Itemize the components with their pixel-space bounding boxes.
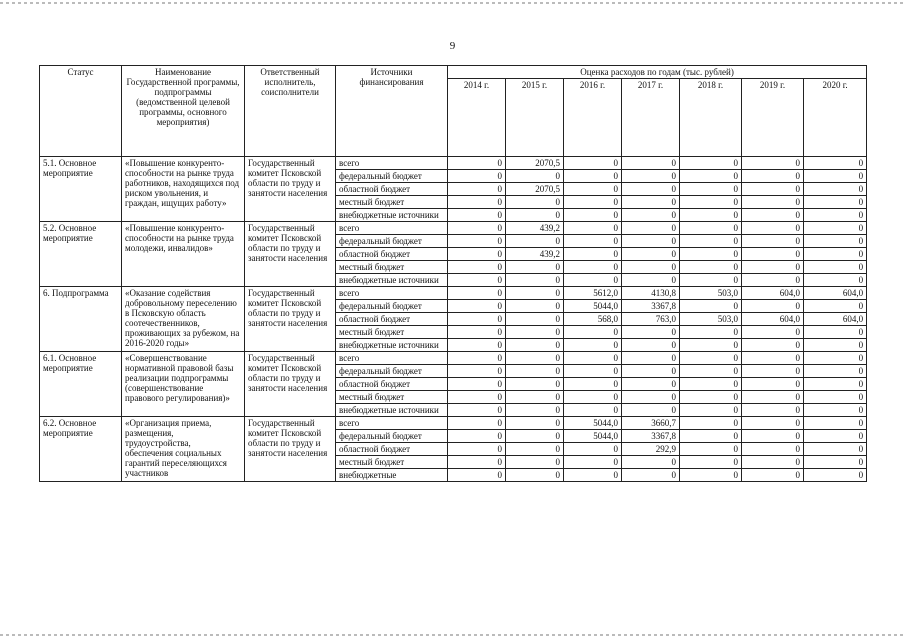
amount-cell: 0: [680, 391, 742, 404]
amount-cell: 0: [564, 404, 622, 417]
amount-cell: 0: [804, 261, 867, 274]
amount-cell: 604,0: [742, 313, 804, 326]
amount-cell: 763,0: [622, 313, 680, 326]
amount-cell: 0: [448, 209, 506, 222]
amount-cell: 0: [742, 391, 804, 404]
amount-cell: 0: [564, 248, 622, 261]
amount-cell: 0: [742, 196, 804, 209]
amount-cell: 0: [680, 261, 742, 274]
amount-cell: 0: [680, 248, 742, 261]
amount-cell: 0: [564, 378, 622, 391]
header-year: 2017 г.: [622, 79, 680, 157]
page-number: 9: [449, 40, 456, 52]
amount-cell: 0: [564, 235, 622, 248]
amount-cell: 0: [564, 261, 622, 274]
amount-cell: 2070,5: [506, 183, 564, 196]
amount-cell: 0: [506, 443, 564, 456]
amount-cell: 0: [622, 339, 680, 352]
amount-cell: 3367,8: [622, 300, 680, 313]
amount-cell: 0: [506, 261, 564, 274]
row-status: 6.1. Основное мероприятие: [40, 352, 122, 417]
amount-cell: 0: [506, 313, 564, 326]
amount-cell: 0: [506, 300, 564, 313]
header-year: 2019 г.: [742, 79, 804, 157]
amount-cell: 0: [680, 417, 742, 430]
amount-cell: 0: [804, 183, 867, 196]
funding-source: местный бюджет: [336, 456, 448, 469]
funding-source: областной бюджет: [336, 443, 448, 456]
amount-cell: 0: [680, 456, 742, 469]
funding-source: федеральный бюджет: [336, 235, 448, 248]
amount-cell: 0: [506, 469, 564, 482]
amount-cell: 0: [564, 352, 622, 365]
funding-source: внебюджетные источники: [336, 404, 448, 417]
amount-cell: 0: [680, 443, 742, 456]
amount-cell: 0: [742, 443, 804, 456]
expenses-table: [39, 65, 867, 482]
amount-cell: 3660,7: [622, 417, 680, 430]
amount-cell: 0: [742, 378, 804, 391]
amount-cell: 0: [564, 456, 622, 469]
amount-cell: 0: [742, 352, 804, 365]
amount-cell: 0: [742, 222, 804, 235]
amount-cell: 0: [680, 352, 742, 365]
row-status: 5.1. Основное мероприятие: [40, 157, 122, 222]
funding-source: местный бюджет: [336, 326, 448, 339]
amount-cell: 0: [622, 157, 680, 170]
amount-cell: 0: [622, 391, 680, 404]
amount-cell: 0: [448, 326, 506, 339]
amount-cell: 0: [564, 469, 622, 482]
amount-cell: 0: [622, 352, 680, 365]
amount-cell: 0: [448, 404, 506, 417]
amount-cell: 0: [622, 456, 680, 469]
row-executor: Государственный комитет Псковской области по труду и занятости населения: [245, 417, 336, 482]
funding-source: внебюджетные источники: [336, 339, 448, 352]
amount-cell: 0: [680, 326, 742, 339]
funding-source: всего: [336, 287, 448, 300]
amount-cell: 0: [622, 469, 680, 482]
amount-cell: 5044,0: [564, 417, 622, 430]
amount-cell: 5044,0: [564, 430, 622, 443]
row-executor: Государственный комитет Псковской области по труду и занятости населения: [245, 352, 336, 417]
amount-cell: 503,0: [680, 313, 742, 326]
amount-cell: 604,0: [804, 287, 867, 300]
amount-cell: 0: [622, 235, 680, 248]
amount-cell: 0: [742, 157, 804, 170]
amount-cell: 5612,0: [564, 287, 622, 300]
row-status: 6. Подпрограмма: [40, 287, 122, 352]
amount-cell: 0: [448, 378, 506, 391]
amount-cell: 0: [448, 443, 506, 456]
row-executor: Государственный комитет Псковской области по труду и занятости населения: [245, 157, 336, 222]
amount-cell: 4130,8: [622, 287, 680, 300]
amount-cell: 0: [506, 365, 564, 378]
amount-cell: 0: [622, 274, 680, 287]
amount-cell: 0: [622, 196, 680, 209]
amount-cell: 0: [742, 430, 804, 443]
header-status: Статус: [40, 66, 122, 157]
top-scan-edge: [0, 2, 905, 4]
amount-cell: 0: [564, 391, 622, 404]
amount-cell: 0: [622, 183, 680, 196]
row-name: «Повышение конкуренто-способности на рынке труда работников, находящихся под риском увольнения, и граждан, ищущих работу»: [122, 157, 245, 222]
funding-source: местный бюджет: [336, 261, 448, 274]
amount-cell: 0: [804, 391, 867, 404]
amount-cell: 0: [680, 157, 742, 170]
header-year: 2014 г.: [448, 79, 506, 157]
amount-cell: 0: [742, 183, 804, 196]
amount-cell: 0: [804, 456, 867, 469]
amount-cell: 0: [680, 404, 742, 417]
amount-cell: 0: [742, 339, 804, 352]
amount-cell: 0: [622, 404, 680, 417]
amount-cell: 0: [804, 222, 867, 235]
amount-cell: 0: [680, 300, 742, 313]
row-executor: Государственный комитет Псковской области по труду и занятости населения: [245, 287, 336, 352]
amount-cell: 0: [804, 352, 867, 365]
amount-cell: 0: [564, 222, 622, 235]
amount-cell: 0: [506, 404, 564, 417]
amount-cell: 0: [742, 300, 804, 313]
amount-cell: 0: [680, 378, 742, 391]
amount-cell: 0: [804, 248, 867, 261]
amount-cell: 0: [742, 404, 804, 417]
amount-cell: 0: [448, 313, 506, 326]
amount-cell: 0: [742, 365, 804, 378]
funding-source: всего: [336, 417, 448, 430]
funding-source: федеральный бюджет: [336, 430, 448, 443]
amount-cell: 0: [622, 170, 680, 183]
amount-cell: 0: [804, 274, 867, 287]
amount-cell: 0: [448, 157, 506, 170]
amount-cell: 0: [506, 209, 564, 222]
amount-cell: 0: [448, 274, 506, 287]
amount-cell: 0: [448, 430, 506, 443]
amount-cell: 0: [564, 443, 622, 456]
amount-cell: 0: [506, 378, 564, 391]
amount-cell: 0: [506, 417, 564, 430]
funding-source: областной бюджет: [336, 378, 448, 391]
amount-cell: 0: [448, 248, 506, 261]
amount-cell: 0: [742, 469, 804, 482]
amount-cell: 0: [622, 261, 680, 274]
funding-source: всего: [336, 222, 448, 235]
header-executor: Ответственный исполнитель, соисполнители: [245, 66, 336, 157]
row-name: «Совершенствование нормативной правовой базы реализации подпрограммы (совершенствование правового регулирования)»: [122, 352, 245, 417]
funding-source: внебюджетные источники: [336, 274, 448, 287]
amount-cell: 0: [680, 235, 742, 248]
funding-source: всего: [336, 352, 448, 365]
funding-source: федеральный бюджет: [336, 170, 448, 183]
amount-cell: 0: [680, 209, 742, 222]
amount-cell: 0: [448, 300, 506, 313]
amount-cell: 0: [506, 326, 564, 339]
amount-cell: 0: [564, 209, 622, 222]
amount-cell: 0: [622, 222, 680, 235]
funding-source: внебюджетные: [336, 469, 448, 482]
amount-cell: 0: [564, 157, 622, 170]
amount-cell: 0: [564, 274, 622, 287]
amount-cell: 0: [742, 326, 804, 339]
funding-source: областной бюджет: [336, 313, 448, 326]
amount-cell: 503,0: [680, 287, 742, 300]
amount-cell: 0: [742, 248, 804, 261]
amount-cell: 0: [680, 222, 742, 235]
amount-cell: 0: [804, 326, 867, 339]
amount-cell: 0: [448, 235, 506, 248]
amount-cell: 439,2: [506, 222, 564, 235]
amount-cell: 0: [742, 235, 804, 248]
amount-cell: 0: [742, 170, 804, 183]
amount-cell: 2070,5: [506, 157, 564, 170]
amount-cell: 0: [448, 456, 506, 469]
table-body: [40, 157, 867, 482]
row-name: «Повышение конкуренто-способности на рынке труда молодежи, инвалидов»: [122, 222, 245, 287]
amount-cell: 0: [506, 352, 564, 365]
amount-cell: 0: [448, 469, 506, 482]
header-year: 2015 г.: [506, 79, 564, 157]
table-row: [40, 352, 867, 365]
amount-cell: 3367,8: [622, 430, 680, 443]
funding-source: федеральный бюджет: [336, 365, 448, 378]
amount-cell: 0: [564, 183, 622, 196]
amount-cell: 0: [506, 287, 564, 300]
funding-source: областной бюджет: [336, 183, 448, 196]
amount-cell: 0: [804, 300, 867, 313]
table-row: [40, 417, 867, 430]
amount-cell: 0: [448, 170, 506, 183]
row-executor: Государственный комитет Псковской области по труду и занятости населения: [245, 222, 336, 287]
header-estimate: Оценка расходов по годам (тыс. рублей): [448, 66, 867, 79]
amount-cell: 0: [448, 222, 506, 235]
amount-cell: 0: [564, 170, 622, 183]
amount-cell: 0: [742, 456, 804, 469]
amount-cell: 0: [804, 469, 867, 482]
amount-cell: 292,9: [622, 443, 680, 456]
amount-cell: 0: [680, 183, 742, 196]
table-row: [40, 287, 867, 300]
amount-cell: 0: [680, 339, 742, 352]
amount-cell: 0: [804, 339, 867, 352]
amount-cell: 0: [804, 378, 867, 391]
amount-cell: 0: [506, 391, 564, 404]
amount-cell: 0: [804, 209, 867, 222]
table-row: [40, 157, 867, 170]
amount-cell: 0: [506, 274, 564, 287]
amount-cell: 0: [742, 209, 804, 222]
amount-cell: 0: [742, 261, 804, 274]
row-name: «Оказание содействия добровольному переселению в Псковскую область соотечественников, проживающих за рубежом, на 2016-2020 годы»: [122, 287, 245, 352]
header-source: Источники финансирования: [336, 66, 448, 157]
amount-cell: 0: [804, 235, 867, 248]
amount-cell: 0: [564, 365, 622, 378]
amount-cell: 0: [804, 157, 867, 170]
amount-cell: 0: [506, 170, 564, 183]
amount-cell: 0: [742, 417, 804, 430]
amount-cell: 0: [804, 365, 867, 378]
amount-cell: 0: [804, 417, 867, 430]
amount-cell: 0: [804, 430, 867, 443]
table-row: [40, 222, 867, 235]
row-status: 6.2. Основное мероприятие: [40, 417, 122, 482]
amount-cell: 0: [564, 196, 622, 209]
amount-cell: 0: [622, 365, 680, 378]
amount-cell: 439,2: [506, 248, 564, 261]
amount-cell: 0: [804, 170, 867, 183]
amount-cell: 0: [680, 170, 742, 183]
amount-cell: 0: [506, 430, 564, 443]
amount-cell: 0: [804, 443, 867, 456]
amount-cell: 0: [742, 274, 804, 287]
header-year: 2018 г.: [680, 79, 742, 157]
amount-cell: 5044,0: [564, 300, 622, 313]
funding-source: федеральный бюджет: [336, 300, 448, 313]
funding-source: внебюджетные источники: [336, 209, 448, 222]
amount-cell: 0: [506, 339, 564, 352]
amount-cell: 0: [804, 196, 867, 209]
amount-cell: 0: [804, 404, 867, 417]
amount-cell: 0: [622, 209, 680, 222]
header-name: Наименование Государственной программы, подпрограммы (ведомственной целевой программы, основного мероприятия): [122, 66, 245, 157]
header-year: 2020 г.: [804, 79, 867, 157]
amount-cell: 0: [622, 378, 680, 391]
amount-cell: 0: [564, 339, 622, 352]
row-name: «Организация приема, размещения, трудоустройства, обеспечения социальных гарантий переселяющихся участников: [122, 417, 245, 482]
funding-source: местный бюджет: [336, 196, 448, 209]
amount-cell: 0: [448, 183, 506, 196]
row-status: 5.2. Основное мероприятие: [40, 222, 122, 287]
amount-cell: 0: [448, 261, 506, 274]
amount-cell: 0: [506, 456, 564, 469]
amount-cell: 0: [448, 287, 506, 300]
amount-cell: 0: [680, 196, 742, 209]
funding-source: областной бюджет: [336, 248, 448, 261]
amount-cell: 0: [448, 339, 506, 352]
amount-cell: 0: [506, 196, 564, 209]
amount-cell: 0: [506, 235, 564, 248]
amount-cell: 0: [622, 326, 680, 339]
amount-cell: 0: [448, 417, 506, 430]
amount-cell: 0: [680, 274, 742, 287]
header-row: [40, 66, 867, 79]
funding-source: местный бюджет: [336, 391, 448, 404]
funding-source: всего: [336, 157, 448, 170]
amount-cell: 0: [448, 196, 506, 209]
amount-cell: 0: [622, 248, 680, 261]
amount-cell: 568,0: [564, 313, 622, 326]
header-year: 2016 г.: [564, 79, 622, 157]
amount-cell: 604,0: [742, 287, 804, 300]
amount-cell: 0: [448, 391, 506, 404]
amount-cell: 0: [564, 326, 622, 339]
amount-cell: 0: [680, 469, 742, 482]
bottom-scan-edge: [0, 634, 905, 636]
amount-cell: 0: [448, 365, 506, 378]
amount-cell: 0: [680, 430, 742, 443]
amount-cell: 0: [448, 352, 506, 365]
amount-cell: 604,0: [804, 313, 867, 326]
amount-cell: 0: [680, 365, 742, 378]
